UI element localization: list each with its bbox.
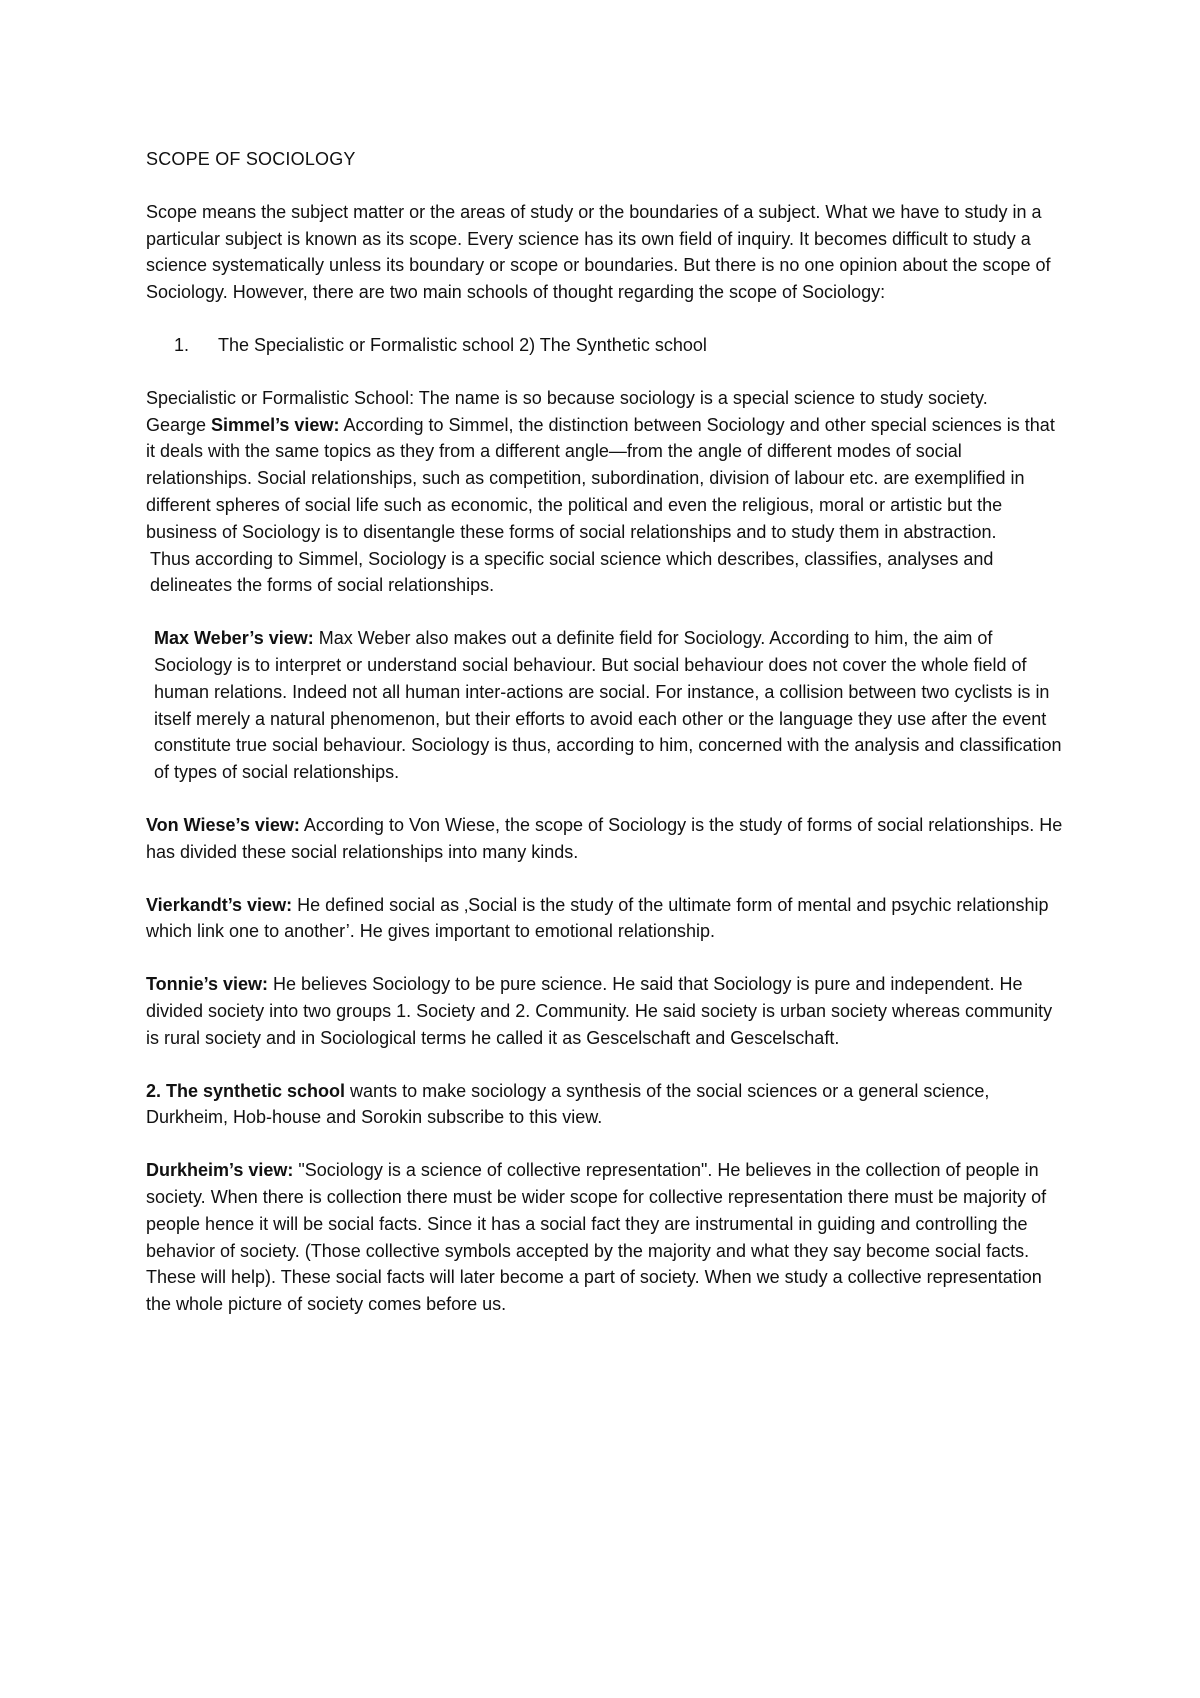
wiese-paragraph (146, 812, 1066, 866)
vierkandt-text: He defined social as ‚Social is the study of the ultimate form of mental and psychic relationship which link one to another’. He gives important to emotional relationship. (146, 894, 1049, 942)
document-title: SCOPE OF SOCIOLOGY (146, 149, 356, 169)
synthetic-heading: 2. The synthetic school (146, 1080, 346, 1101)
intro-paragraph: Scope means the subject matter or the areas of study or the boundaries of a subject. What we have to study in a particular subject is known as its scope. Every science has its own field of inquiry. It becomes difficult to study a science systematically unless its boundary or scope or boundaries. But there is no one opinion about the scope of Sociology. However, there are two main schools of thought regarding the scope of Sociology: (146, 201, 1051, 303)
synthetic-text: wants to make sociology a synthesis of the social sciences or a general science, Durkheim, Hob-house and Sorokin subscribe to this view. (146, 1080, 990, 1128)
weber-heading: Max Weber’s view: (154, 628, 314, 649)
list-item (146, 332, 1066, 359)
simmel-paragraph (146, 412, 1066, 546)
list-item-text: The Specialistic or Formalistic school 2) The Synthetic school (218, 334, 707, 355)
vierkandt-paragraph (146, 892, 1066, 946)
durkheim-text: "Sociology is a science of collective representation". He believes in the collection of people in society. When there is collection there must be wider scope for collective representation there must be majority of people hence it will be social facts. Since it has a social fact they are instrumental in guiding and controlling the behavior of society. (Those collective symbols accepted by the majority and what they say become social facts. These will help). These social facts will later become a part of society. When we study a collective representation the whole picture of society comes before us. (146, 1160, 1047, 1315)
simmel-heading: Simmel’s view: (211, 414, 340, 435)
durkheim-heading: Durkheim’s view: (146, 1160, 294, 1181)
weber-text: Max Weber also makes out a definite field for Sociology. According to him, the aim of Sociology is to interpret or understand social behaviour. But social behaviour does not cover the whole field of human relations. Indeed not all human inter-actions are social. For instance, a collision between two cyclists is in itself merely a natural phenomenon, but their efforts to avoid each other or the language they use after the event constitute true social behaviour. Sociology is thus, according to him, concerned with the analysis and classification of types of social relationships. (154, 628, 1062, 783)
durkheim-paragraph (146, 1157, 1066, 1318)
wiese-text: According to Von Wiese, the scope of Sociology is the study of forms of social relationships. He has divided these social relationships into many kinds. (146, 814, 1063, 862)
list-number: 1. (174, 334, 190, 355)
vierkandt-heading: Vierkandt’s view: (146, 894, 293, 915)
tonnie-paragraph (146, 971, 1066, 1051)
specialistic-paragraph: Specialistic or Formalistic School: The name is so because sociology is a special science to study society. (146, 387, 988, 408)
simmel-prefix: Gearge (146, 414, 212, 435)
simmel-text: According to Simmel, the distinction between Sociology and other special sciences is that it deals with the same topics as they from a different angle—from the angle of different modes of social relationships. Social relationships, such as competition, subordination, division of labour etc. are exemplified in different spheres of social life such as economic, the political and even the religious, moral or artistic but the business of Sociology is to disentangle these forms of social relationships and to study them in abstraction. (146, 414, 1055, 542)
tonnie-heading: Tonnie’s view: (146, 974, 269, 995)
weber-paragraph (146, 625, 1066, 786)
tonnie-text: He believes Sociology to be pure science. He said that Sociology is pure and independent. He divided society into two groups 1. Society and 2. Community. He said society is urban society whereas community is rural society and in Sociological terms he called it as Gescelschaft and Gescelschaft. (146, 974, 1053, 1048)
wiese-heading: Von Wiese’s view: (146, 814, 300, 835)
document-page (146, 146, 1066, 1344)
synthetic-paragraph (146, 1078, 1066, 1132)
simmel-thus-paragraph: Thus according to Simmel, Sociology is a specific social science which describes, classifies, analyses and delineates the forms of social relationships. (150, 548, 994, 596)
schools-list (146, 332, 1066, 359)
